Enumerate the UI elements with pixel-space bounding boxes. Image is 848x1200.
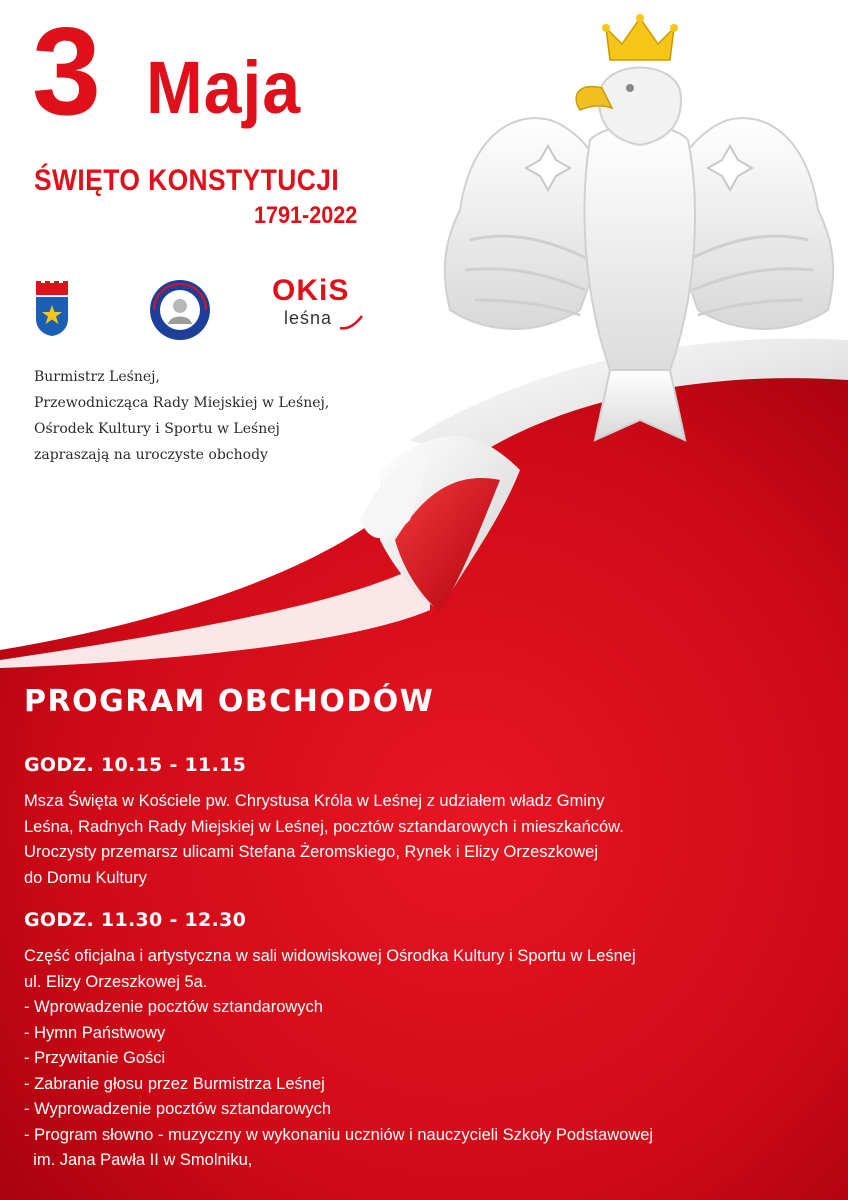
program-title: PROGRAM OBCHODÓW <box>24 684 435 719</box>
title-years: 1791-2022 <box>254 202 358 229</box>
invitation-line: Przewodnicząca Rady Miejskiej w Leśnej, <box>34 395 330 411</box>
session-line: im. Jana Pawła II w Smolniku, <box>24 1151 253 1169</box>
session-line: Uroczysty przemarsz ulicami Stefana Żeromskiego, Rynek i Elizy Orzeszkowej <box>24 843 598 861</box>
okis-swoosh-icon <box>338 314 364 332</box>
session-line: ul. Elizy Orzeszkowej 5a. <box>24 972 208 991</box>
session-line: Część oficjalna i artystyczna w sali widowiskowej Ośrodka Kultury i Sportu w Leśnej <box>24 947 636 965</box>
invitation-line: zapraszają na uroczyste obchody <box>34 447 268 463</box>
title-month: Maja <box>146 46 302 129</box>
session-line: - Wyprowadzenie pocztów sztandarowych <box>24 1100 332 1118</box>
invitation-text <box>34 364 394 468</box>
session-time: GODZ. 10.15 - 11.15 <box>24 754 247 776</box>
invitation-line: Ośrodek Kultury i Sportu w Leśnej <box>34 421 280 437</box>
title-number: 3 <box>32 3 97 141</box>
okis-logo-subtext: leśna <box>284 308 333 328</box>
town-crest-logo <box>34 281 70 337</box>
okis-logo <box>268 274 368 340</box>
session-line: do Domu Kultury <box>24 868 147 887</box>
title-subtitle: ŚWIĘTO KONSTYTUCJI <box>34 164 340 197</box>
session-time: GODZ. 11.30 - 12.30 <box>24 909 247 931</box>
session-line: Leśna, Radnych Rady Miejskiej w Leśnej, pocztów sztandarowych i mieszkańców. <box>24 817 624 836</box>
session-line: - Przywitanie Gości <box>24 1049 166 1067</box>
school-logo <box>148 278 212 342</box>
session-line: Msza Święta w Kościele pw. Chrystusa Króla w Leśnej z udziałem władz Gminy <box>24 792 605 810</box>
okis-logo-text: OKiS <box>272 274 350 307</box>
session-description <box>24 789 624 891</box>
session-line: - Zabranie głosu przez Burmistrza Leśnej <box>24 1074 325 1093</box>
session-line: - Program słowno - muzyczny w wykonaniu uczniów i nauczycieli Szkoły Podstawowej <box>24 1125 654 1144</box>
session-line: - Wprowadzenie pocztów sztandarowych <box>24 998 323 1016</box>
session-line: - Hymn Państwowy <box>24 1023 166 1042</box>
session-description <box>24 944 653 1174</box>
invitation-line: Burmistrz Leśnej, <box>34 369 160 385</box>
white-eagle-emblem <box>430 10 848 450</box>
